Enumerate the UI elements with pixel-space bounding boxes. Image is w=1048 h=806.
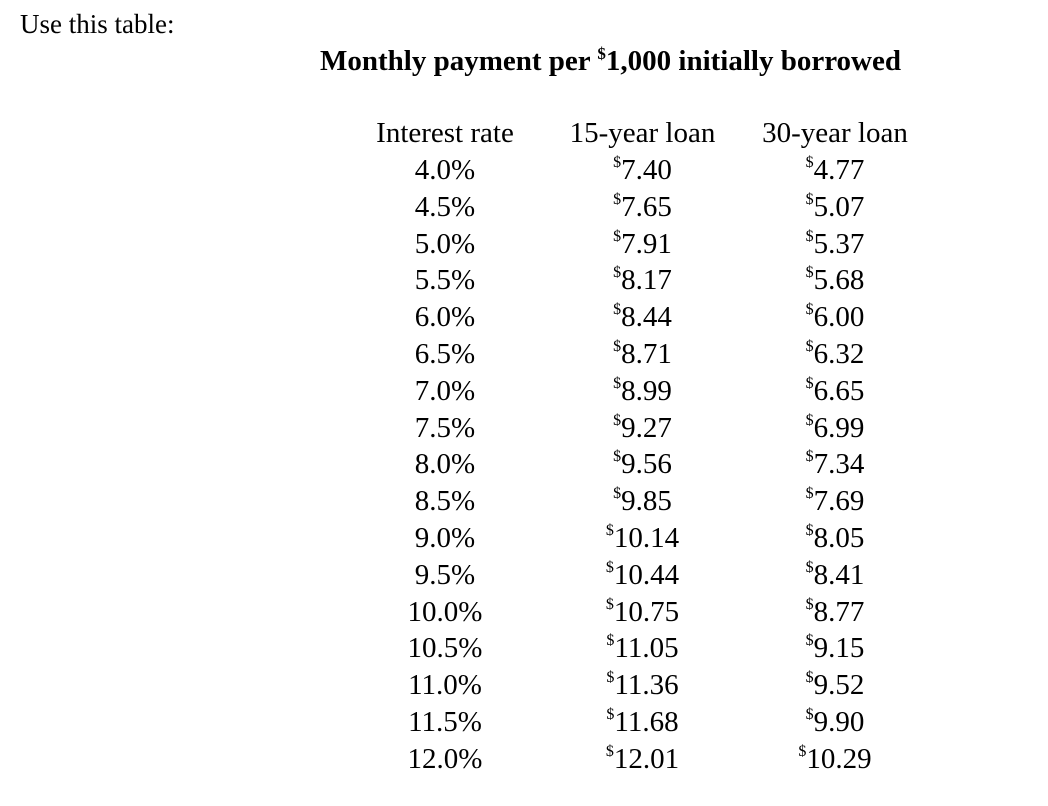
payment-value: 7.65 xyxy=(621,190,672,223)
table-row xyxy=(0,520,1048,557)
currency-symbol: $ xyxy=(613,448,622,466)
payment-value: 10.44 xyxy=(613,558,680,591)
payment-value: 5.68 xyxy=(813,264,865,297)
payment-15-year-cell xyxy=(555,373,730,410)
currency-symbol: $ xyxy=(605,595,614,613)
payment-value: 6.00 xyxy=(813,301,865,334)
payment-30-year-cell xyxy=(745,410,925,447)
rate-cell: 11.0% xyxy=(408,669,482,702)
payment-15-year-cell xyxy=(555,336,730,373)
payment-value: 8.44 xyxy=(621,301,672,334)
payment-15-year-cell xyxy=(555,189,730,226)
payment-30-year-cell xyxy=(745,630,925,667)
rate-cell: 11.5% xyxy=(408,705,482,738)
payment-30-year-cell xyxy=(745,704,925,741)
payment-value: 6.99 xyxy=(813,411,865,444)
currency-symbol: $ xyxy=(805,448,814,466)
currency-symbol: $ xyxy=(613,337,622,355)
payment-value: 7.91 xyxy=(621,227,672,260)
payment-15-year-cell xyxy=(555,630,730,667)
currency-symbol: $ xyxy=(805,705,814,723)
currency-symbol: $ xyxy=(606,632,615,650)
currency-symbol: $ xyxy=(613,374,622,392)
header-30-year-loan: 30-year loan xyxy=(762,117,908,149)
table-row xyxy=(0,299,1048,336)
currency-symbol: $ xyxy=(805,669,814,687)
rate-cell: 6.5% xyxy=(414,337,476,370)
rate-cell: 12.0% xyxy=(407,742,483,775)
currency-symbol: $ xyxy=(606,705,615,723)
payment-30-year-cell xyxy=(745,336,925,373)
rate-cell: 4.0% xyxy=(414,154,476,186)
payment-value: 8.77 xyxy=(813,595,865,628)
payment-value: 4.77 xyxy=(813,154,865,186)
currency-symbol: $ xyxy=(798,742,807,760)
payment-15-year-cell xyxy=(555,741,730,778)
payment-30-year-cell xyxy=(745,446,925,483)
rate-cell: 4.5% xyxy=(414,190,476,223)
payment-value: 11.68 xyxy=(614,705,679,738)
payment-value: 9.90 xyxy=(813,705,865,738)
payment-value: 5.07 xyxy=(813,190,865,223)
currency-symbol: $ xyxy=(605,558,614,576)
table-row xyxy=(0,667,1048,704)
table-body xyxy=(0,152,1048,778)
payment-value: 9.27 xyxy=(621,411,672,444)
payment-value: 9.85 xyxy=(621,485,672,518)
rate-cell: 10.0% xyxy=(407,595,483,628)
currency-symbol: $ xyxy=(606,669,615,687)
payment-15-year-cell xyxy=(555,446,730,483)
payment-value: 10.75 xyxy=(613,595,680,628)
currency-symbol: $ xyxy=(613,411,622,429)
title-suffix: 1,000 initially borrowed xyxy=(605,45,902,77)
payment-15-year-cell xyxy=(555,520,730,557)
currency-symbol: $ xyxy=(805,301,814,319)
payment-value: 9.52 xyxy=(813,669,865,702)
title-currency: $ xyxy=(597,44,606,63)
table-row xyxy=(0,410,1048,447)
payment-15-year-cell xyxy=(555,483,730,520)
payment-value: 7.40 xyxy=(621,154,672,186)
table-row xyxy=(0,446,1048,483)
currency-symbol: $ xyxy=(805,485,814,503)
table-row xyxy=(0,336,1048,373)
payment-value: 9.56 xyxy=(621,448,672,481)
table-row xyxy=(0,741,1048,778)
table-row xyxy=(0,226,1048,263)
payment-value: 5.37 xyxy=(813,227,865,260)
header-row xyxy=(0,114,1048,152)
payment-value: 9.15 xyxy=(813,632,865,665)
payment-15-year-cell xyxy=(555,704,730,741)
rate-cell: 10.5% xyxy=(407,632,483,665)
rate-cell: 5.5% xyxy=(414,264,476,297)
currency-symbol: $ xyxy=(805,264,814,282)
payment-value: 12.01 xyxy=(613,742,680,775)
payment-30-year-cell xyxy=(745,483,925,520)
currency-symbol: $ xyxy=(805,227,814,245)
payment-15-year-cell xyxy=(555,557,730,594)
payment-value: 8.41 xyxy=(813,558,865,591)
currency-symbol: $ xyxy=(613,264,622,282)
rate-cell: 5.0% xyxy=(414,227,476,260)
payment-15-year-cell xyxy=(555,667,730,704)
payment-value: 11.36 xyxy=(614,669,679,702)
payment-value: 10.29 xyxy=(806,742,872,775)
currency-symbol: $ xyxy=(805,558,814,576)
currency-symbol: $ xyxy=(805,595,814,613)
currency-symbol: $ xyxy=(605,521,614,539)
table-title xyxy=(320,42,901,80)
currency-symbol: $ xyxy=(613,154,622,171)
payment-30-year-cell xyxy=(745,667,925,704)
currency-symbol: $ xyxy=(805,374,814,392)
payment-value: 8.71 xyxy=(621,337,672,370)
currency-symbol: $ xyxy=(805,521,814,539)
rate-cell: 7.0% xyxy=(414,374,476,407)
table-row xyxy=(0,262,1048,299)
table-row xyxy=(0,594,1048,631)
header-15-year-loan: 15-year loan xyxy=(569,117,716,149)
table-row xyxy=(0,557,1048,594)
payment-value: 7.34 xyxy=(813,448,865,481)
payment-value: 8.05 xyxy=(813,521,865,554)
payment-15-year-cell xyxy=(555,226,730,263)
currency-symbol: $ xyxy=(613,190,622,208)
currency-symbol: $ xyxy=(805,154,814,171)
payment-value: 8.17 xyxy=(621,264,672,297)
currency-symbol: $ xyxy=(805,632,814,650)
payment-15-year-cell xyxy=(555,594,730,631)
payment-30-year-cell xyxy=(745,226,925,263)
rate-cell: 8.0% xyxy=(414,448,476,481)
rate-cell: 9.0% xyxy=(414,521,476,554)
payment-value: 11.05 xyxy=(614,632,679,665)
payment-30-year-cell xyxy=(745,189,925,226)
currency-symbol: $ xyxy=(613,485,622,503)
payment-30-year-cell xyxy=(745,152,925,189)
payment-30-year-cell xyxy=(745,741,925,778)
currency-symbol: $ xyxy=(605,742,614,760)
currency-symbol: $ xyxy=(805,337,814,355)
rate-cell: 8.5% xyxy=(414,485,476,518)
payment-value: 6.32 xyxy=(813,337,865,370)
payment-30-year-cell xyxy=(745,299,925,336)
table-row xyxy=(0,189,1048,226)
intro-text: Use this table: xyxy=(20,9,175,39)
rate-cell: 9.5% xyxy=(414,558,476,591)
currency-symbol: $ xyxy=(805,411,814,429)
payment-value: 10.14 xyxy=(613,521,680,554)
payment-value: 8.99 xyxy=(621,374,672,407)
payment-30-year-cell xyxy=(745,262,925,299)
table-row xyxy=(0,704,1048,741)
table-row xyxy=(0,373,1048,410)
rate-cell: 7.5% xyxy=(414,411,476,444)
payment-15-year-cell xyxy=(555,299,730,336)
payment-30-year-cell xyxy=(745,373,925,410)
payment-15-year-cell xyxy=(555,152,730,189)
payment-30-year-cell xyxy=(745,557,925,594)
payment-value: 6.65 xyxy=(813,374,865,407)
rate-cell: 6.0% xyxy=(414,301,476,334)
payment-table xyxy=(0,114,1048,778)
table-row xyxy=(0,630,1048,667)
table-row xyxy=(0,152,1048,189)
header-interest-rate: Interest rate xyxy=(376,117,514,149)
payment-value: 7.69 xyxy=(813,485,865,518)
title-prefix: Monthly payment per xyxy=(320,45,598,77)
currency-symbol: $ xyxy=(805,190,814,208)
currency-symbol: $ xyxy=(613,227,622,245)
payment-15-year-cell xyxy=(555,262,730,299)
payment-30-year-cell xyxy=(745,594,925,631)
table-row xyxy=(0,483,1048,520)
payment-30-year-cell xyxy=(745,520,925,557)
currency-symbol: $ xyxy=(613,301,622,319)
payment-15-year-cell xyxy=(555,410,730,447)
